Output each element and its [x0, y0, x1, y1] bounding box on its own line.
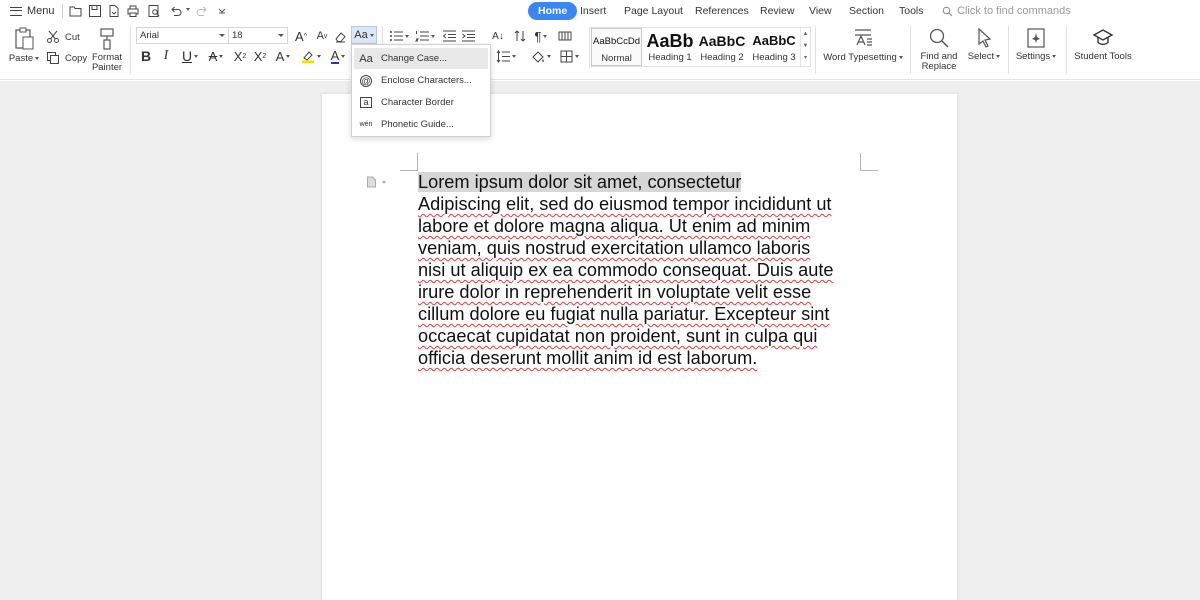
paintbrush-icon [96, 27, 118, 51]
margin-corner-mark [860, 153, 878, 171]
style-preview: AaBbC [698, 33, 746, 49]
chevron-down-icon [370, 34, 374, 37]
menu-item-label: Character Border [381, 97, 454, 108]
cursor-arrow-icon [973, 27, 995, 49]
text-line: cillum dolore eu fugiat nulla pariatur. Excepteur sint [418, 304, 830, 324]
word-typesetting-label: Word Typesetting [823, 52, 897, 63]
character-border-icon: a [359, 97, 373, 108]
tab-insert[interactable]: Insert [580, 5, 607, 17]
numbered-list-icon[interactable] [414, 27, 436, 45]
margin-corner-mark [400, 153, 418, 171]
search-icon [942, 6, 953, 17]
style-preview: AaBb [646, 31, 694, 51]
selected-text: Lorem ipsum dolor sit amet, consectetur [418, 172, 742, 192]
bullet-list-icon[interactable] [388, 27, 410, 45]
open-folder-icon[interactable] [68, 3, 84, 19]
text-line: nisi ut aliquip ex ea commodo consequat. Duis aute [418, 260, 834, 280]
divider [1066, 26, 1067, 74]
settings-button[interactable] [1013, 27, 1059, 62]
divider [62, 4, 63, 18]
tab-section[interactable]: Section [849, 5, 885, 17]
change-case-menu [351, 44, 491, 137]
style-label: Normal [601, 53, 632, 64]
menu-item-character-border[interactable] [354, 92, 488, 113]
print-icon[interactable] [125, 3, 141, 19]
undo-icon[interactable] [168, 3, 184, 19]
settings-icon [1025, 27, 1047, 49]
paragraph-mark-icon[interactable]: ¶ [532, 27, 550, 45]
text-line: veniam, quis nostrud exercitation ullamco laboris [418, 238, 811, 258]
menu-item-label: Enclose Characters... [381, 75, 472, 86]
shrink-font-icon[interactable]: A v [316, 30, 328, 42]
increase-indent-icon[interactable] [460, 27, 476, 45]
format-painter-button[interactable] [90, 27, 124, 73]
subscript-button[interactable]: X 2 [253, 48, 267, 64]
font-name-select[interactable] [136, 27, 229, 44]
underline-button[interactable]: U [178, 47, 202, 65]
change-case-button[interactable] [351, 26, 377, 44]
paragraph-options-button[interactable] [366, 176, 386, 188]
highlighter-icon [301, 49, 315, 63]
tab-view[interactable]: View [809, 5, 832, 17]
chevron-down-icon [382, 181, 386, 184]
divider [815, 26, 816, 74]
find-replace-label: Find and Replace [920, 51, 958, 72]
decrease-indent-icon[interactable] [441, 27, 457, 45]
gallery-scroll[interactable]: ▲ ▼ ▾ [800, 28, 810, 66]
find-commands-placeholder: Click to find commands [957, 5, 1071, 17]
word-typesetting-button[interactable] [822, 27, 904, 63]
style-heading-2[interactable] [696, 28, 748, 66]
chevron-down-icon [278, 34, 284, 37]
undo-dropdown-icon[interactable] [186, 8, 190, 11]
text-line: irure dolor in reprehenderit in voluptate velit esse [418, 282, 812, 302]
graduation-cap-icon [1092, 27, 1114, 49]
style-label: Heading 2 [700, 52, 744, 63]
format-painter-label: Format Painter [91, 52, 123, 73]
tab-stops-icon[interactable] [556, 27, 574, 45]
menu-label: Menu [27, 5, 55, 17]
tab-home[interactable]: Home [528, 2, 577, 20]
title-bar [0, 0, 1200, 22]
style-normal[interactable] [591, 28, 642, 66]
borders-icon[interactable] [557, 47, 581, 65]
student-tools-label: Student Tools [1074, 51, 1132, 62]
line-spacing-icon[interactable] [494, 47, 518, 65]
paste-label: Paste [8, 53, 34, 64]
enclose-characters-icon: @ [361, 75, 371, 86]
customize-toolbar-icon[interactable] [214, 3, 230, 19]
select-label: Select [967, 51, 995, 62]
text-line: occaecat cupidatat non proident, sunt in culpa qui [418, 326, 818, 346]
cut-button[interactable] [46, 29, 80, 45]
eraser-icon[interactable] [333, 27, 347, 45]
find-commands-search[interactable] [942, 3, 1071, 19]
divider [1008, 26, 1009, 74]
cut-label: Cut [65, 31, 80, 43]
style-label: Heading 1 [648, 52, 692, 63]
styles-gallery [589, 27, 811, 67]
document-page[interactable] [322, 94, 957, 600]
sort-icon[interactable]: A↓ [492, 30, 504, 42]
strikethrough-button[interactable]: A [205, 47, 227, 65]
copy-button[interactable] [46, 50, 87, 66]
font-name-value: Arial [140, 30, 160, 41]
tab-review[interactable]: Review [760, 5, 795, 17]
find-replace-button[interactable] [916, 27, 962, 72]
change-case-icon: Aa [359, 52, 373, 65]
print-preview-icon[interactable] [146, 3, 162, 19]
redo-icon[interactable] [194, 3, 210, 19]
style-preview: AaBbCcDd [593, 36, 640, 47]
style-preview: AaBbC [752, 33, 796, 48]
tab-references[interactable]: References [695, 5, 749, 17]
paste-button[interactable] [8, 27, 40, 64]
typesetting-icon [852, 27, 874, 49]
tab-page-layout[interactable]: Page Layout [624, 5, 683, 17]
magnifier-icon [928, 27, 950, 49]
grow-font-icon[interactable]: A ^ [295, 28, 307, 44]
highlight-button[interactable] [299, 47, 323, 65]
text-line [418, 171, 863, 193]
document-icon [366, 176, 377, 188]
tab-tools[interactable]: Tools [899, 5, 924, 17]
hamburger-icon [10, 7, 22, 16]
menu-button[interactable] [10, 3, 55, 19]
superscript-button[interactable]: X 2 [233, 48, 247, 64]
settings-label: Settings [1015, 51, 1051, 62]
font-size-select[interactable] [228, 27, 288, 44]
clipboard-icon [13, 27, 35, 51]
divider [910, 26, 911, 74]
menu-item-label: Change Case... [381, 53, 448, 64]
shading-icon[interactable] [529, 47, 553, 65]
ribbon [0, 22, 1200, 80]
paste-dropdown-icon [35, 57, 39, 60]
sort-order-icon[interactable] [510, 27, 530, 45]
export-pdf-icon[interactable] [106, 3, 122, 19]
change-case-label: Aa [354, 29, 368, 41]
text-line: labore et dolore magna aliqua. Ut enim ad minim [418, 216, 811, 236]
style-heading-1[interactable] [644, 28, 696, 66]
scissors-icon [46, 30, 60, 44]
italic-button[interactable]: I [163, 48, 169, 63]
text-line: officia deserunt mollit anim id est laborum. [418, 348, 758, 368]
menu-item-enclose-characters[interactable] [354, 70, 488, 91]
font-size-value: 18 [232, 30, 243, 41]
menu-item-change-case[interactable] [354, 48, 488, 69]
bold-button[interactable]: B [140, 48, 152, 64]
style-label: Heading 3 [752, 52, 796, 63]
copy-icon [46, 51, 60, 65]
student-tools-button[interactable] [1070, 27, 1136, 62]
document-body[interactable] [418, 171, 863, 369]
divider [130, 26, 131, 74]
save-icon[interactable] [87, 3, 103, 19]
menu-item-label: Phonetic Guide... [381, 119, 454, 130]
copy-label: Copy [65, 52, 88, 64]
select-button[interactable] [964, 27, 1004, 62]
text-effect-button[interactable]: A [272, 47, 294, 65]
font-color-button[interactable]: A [327, 47, 349, 65]
document-canvas [0, 81, 1200, 600]
phonetic-guide-icon: wén [359, 121, 373, 128]
style-heading-3[interactable] [748, 28, 800, 66]
menu-item-phonetic-guide[interactable] [354, 114, 488, 135]
chevron-down-icon [219, 34, 225, 37]
text-line: Adipiscing elit, sed do eiusmod tempor incididunt ut [418, 194, 832, 214]
